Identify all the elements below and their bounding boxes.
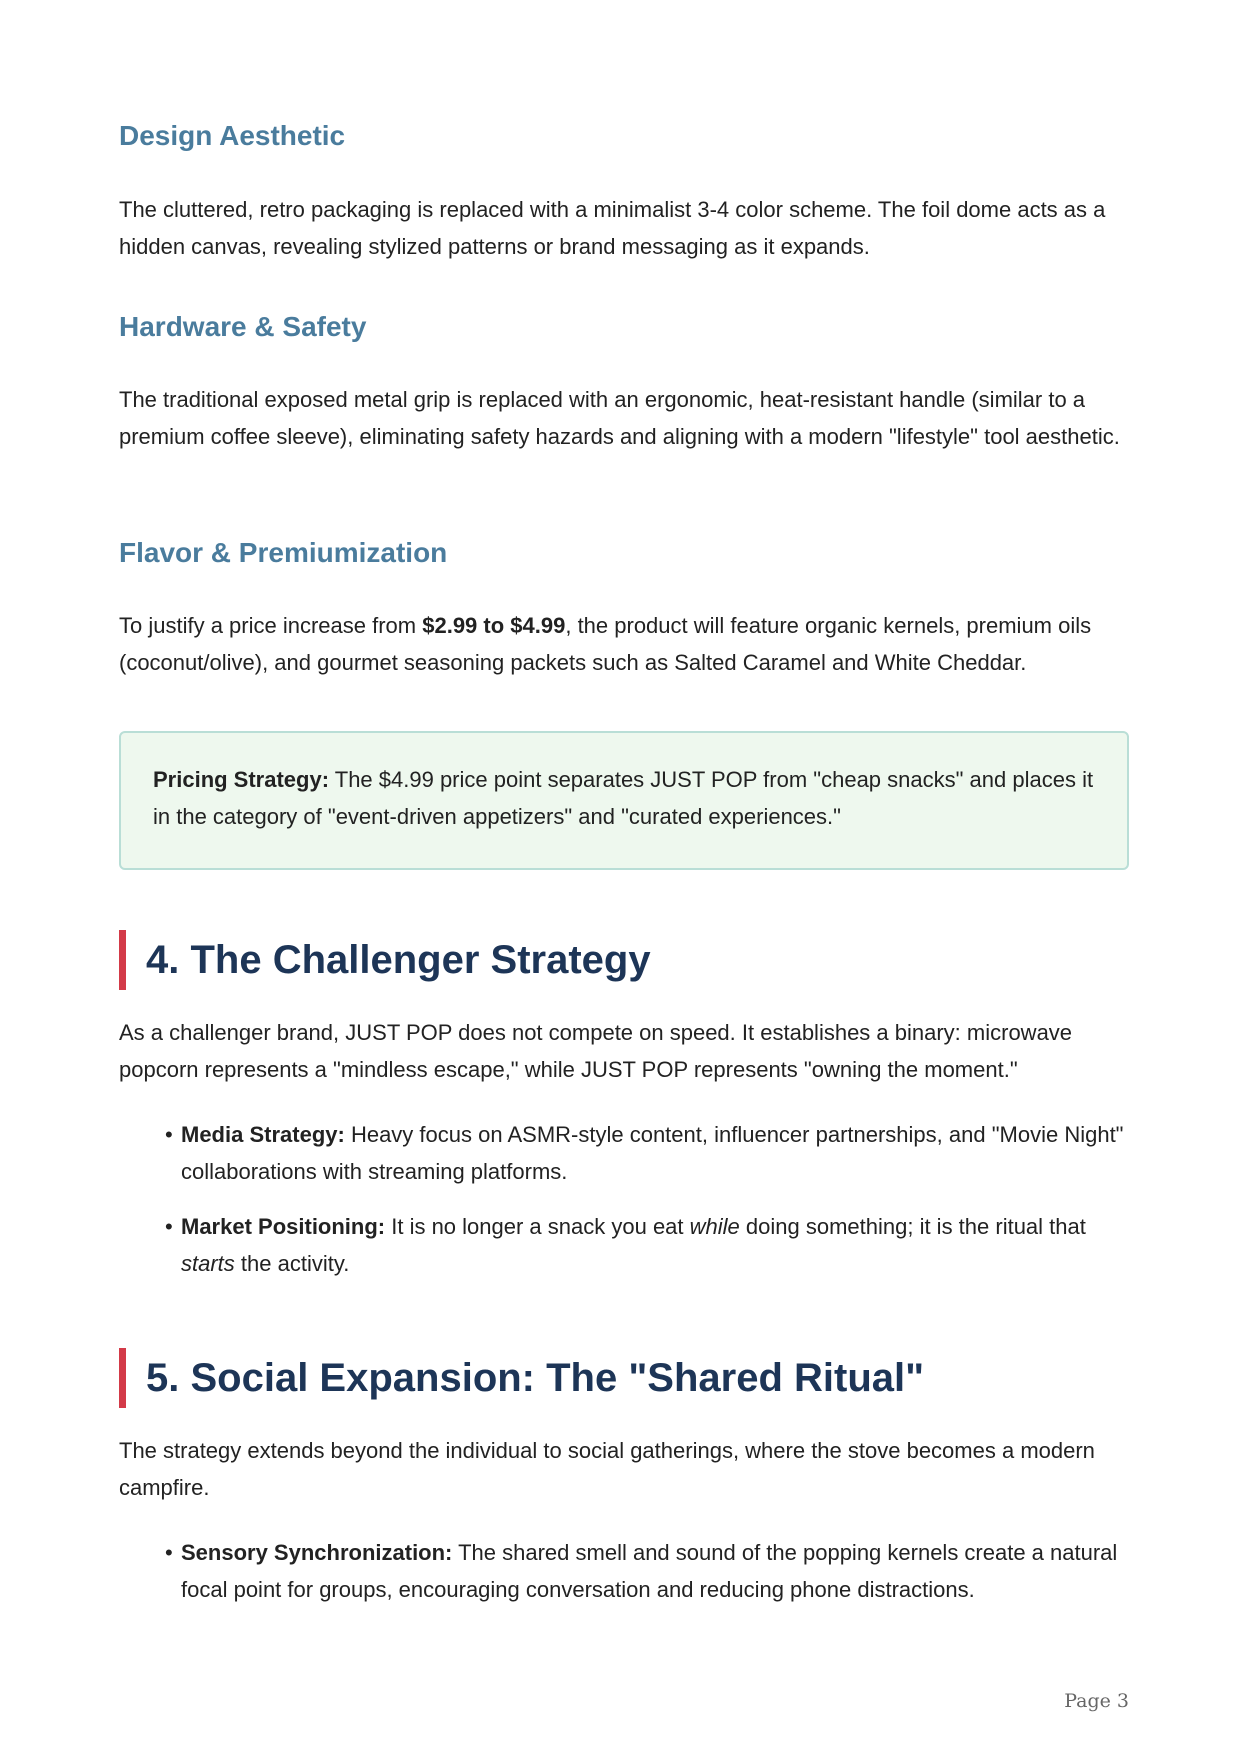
hardware-safety-heading: Hardware & Safety [119, 311, 367, 342]
price-range: $2.99 to $4.99 [422, 613, 566, 638]
list-item: • Media Strategy: Heavy focus on ASMR-style content, influencer partnerships, and "Movie Night" collaborations with streaming platforms. [181, 1116, 1129, 1190]
design-aesthetic-text: The cluttered, retro packaging is replaced with a minimalist 3-4 color scheme. The foil dome acts as a hidden canvas, revealing stylized patterns or brand messaging as it expands. [119, 197, 1106, 259]
callout-text: The $4.99 price point separates JUST POP from "cheap snacks" and places it in the category of "event-driven appetizers" and "curated experiences." [153, 767, 1094, 829]
section-5-bullet-list [119, 1534, 1129, 1608]
section-4-bullet-list [119, 1116, 1129, 1282]
design-aesthetic-heading: Design Aesthetic [119, 120, 346, 151]
section-4-intro: As a challenger brand, JUST POP does not compete on speed. It establishes a binary: microwave popcorn represents a "mindless escape," while JUST POP represents "owning the moment." [119, 1020, 1073, 1082]
section-5-title: 5. Social Expansion: The "Shared Ritual" [119, 1348, 924, 1408]
hardware-safety-text: The traditional exposed metal grip is replaced with an ergonomic, heat-resistant handle (similar to a premium coffee sleeve), eliminating safety hazards and aligning with a modern "lifestyle" tool aesthetic. [119, 387, 1120, 449]
callout-label: Pricing Strategy: [153, 767, 330, 792]
list-item: • Sensory Synchronization: The shared smell and sound of the popping kernels create a natural focal point for groups, encouraging conversation and reducing phone distractions. [181, 1534, 1129, 1608]
section-4-title: 4. The Challenger Strategy [119, 930, 651, 990]
flavor-premiumization-text: To justify a price increase from $2.99 to $4.99, the product will feature organic kernels, premium oils (coconut/olive), and gourmet seasoning packets such as Salted Caramel and White Cheddar. [119, 613, 1092, 675]
pricing-strategy-callout [119, 731, 1129, 870]
list-item: • Market Positioning: It is no longer a snack you eat while doing something; it is the ritual that starts the activity. [181, 1208, 1129, 1282]
section-5-intro: The strategy extends beyond the individual to social gatherings, where the stove becomes a modern campfire. [119, 1438, 1095, 1500]
page-number: Page 3 [1064, 1690, 1129, 1712]
flavor-premiumization-heading: Flavor & Premiumization [119, 537, 448, 568]
